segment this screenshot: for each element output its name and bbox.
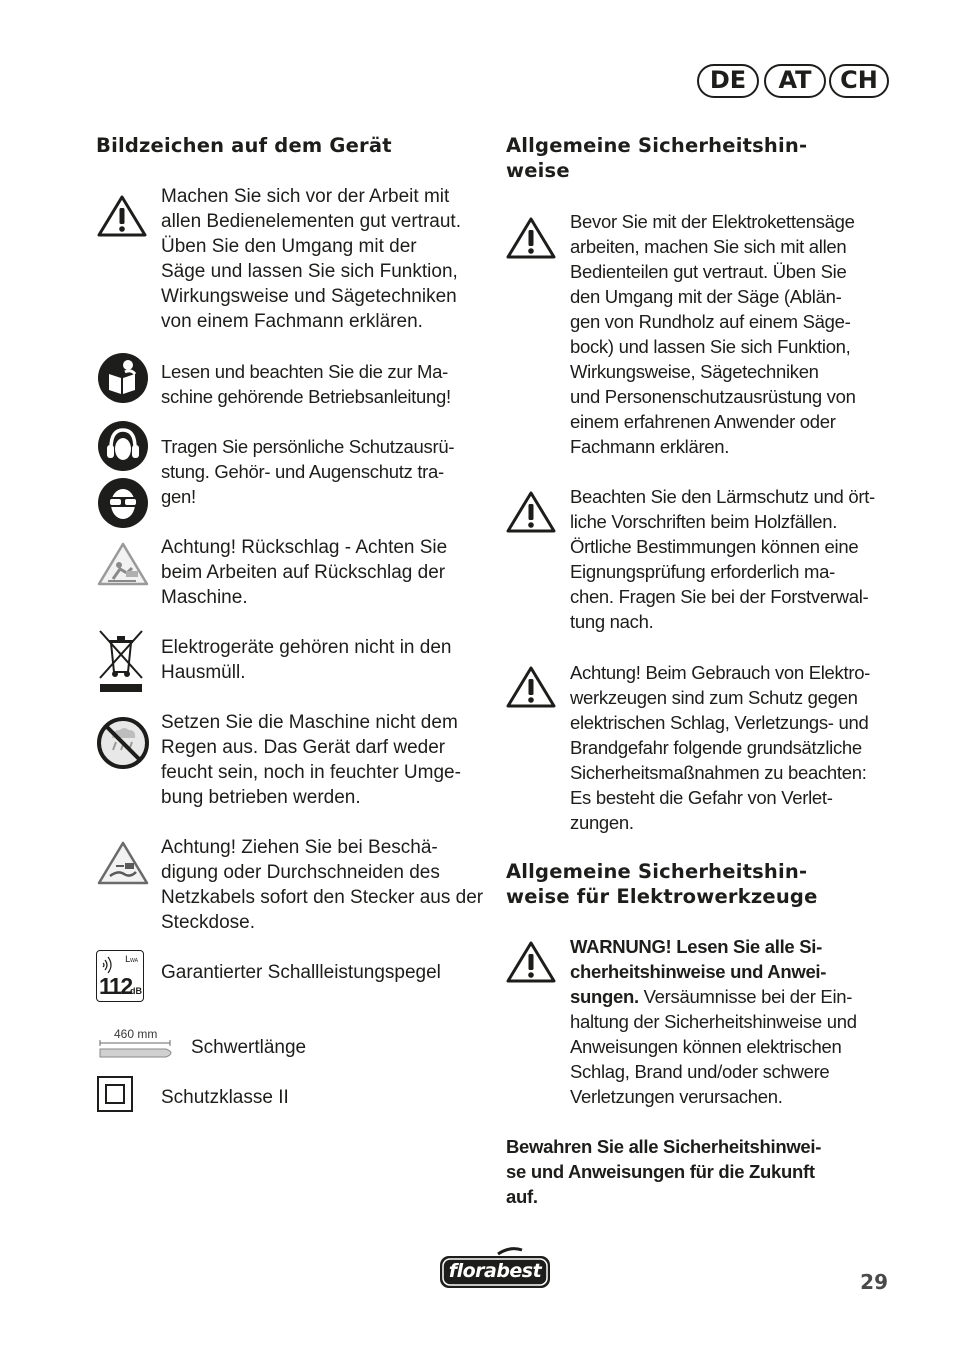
sound-wave-icon (100, 955, 116, 975)
right-block-2: Beachten Sie den Lärmschutz und ört- liche Vorschriften beim Holzfällen. Örtliche Bestimmungen können eine Eignungsprüfung erforderlich ma- chen. Fragen Sie bei der Forstverwal- tung nach. (570, 486, 875, 632)
warning-triangle-icon (505, 216, 557, 260)
lang-badge-de: DE (697, 64, 759, 98)
left-item-text-8: Garantierter Schallleistungspegel (161, 962, 441, 983)
left-item-text-9: Schwertlänge (191, 1037, 307, 1058)
kickback-warning-icon (96, 541, 150, 587)
sound-value: 112 (99, 973, 132, 999)
warning-triangle-icon (505, 490, 557, 534)
left-item-text-4: Achtung! Rückschlag - Achten Sie beim Arbeiten auf Rückschlag der Maschine. (161, 537, 448, 608)
left-item-text-3: Tragen Sie persönliche Schutzausrü- stung. Gehör- und Augenschutz tra- gen! (161, 436, 455, 507)
left-heading: Bildzeichen auf dem Gerät (96, 134, 392, 157)
lang-badge-ch: CH (829, 64, 889, 98)
right-warning-block: WARNUNG! Lesen Sie alle Si- cherheitshinweise und Anwei- sungen. Versäumnisse bei der Ein- haltung der Sicherheitshinweise und Anweisungen können elektrischen Schlag, Brand und/oder schwere Verletzungen verursachen. (570, 936, 857, 1107)
chainsaw-bar-icon (96, 1039, 180, 1061)
left-item-text-6: Setzen Sie die Maschine nicht dem Regen aus. Das Gerät darf weder feucht sein, noch in feuchter Umge- bung betrieben werden. (161, 712, 461, 808)
read-manual-icon (97, 352, 149, 404)
right-block-1: Bevor Sie mit der Elektrokettensäge arbeiten, machen Sie sich mit allen Bedienteilen gut vertraut. Üben Sie den Umgang mit der Säge (Ablän- gen von Rundholz auf einem Säge- bock) und lassen Sie sich Funktion, Wirkungsweise, Sägetechniken und Personenschutzausrüstung von einem erfahrenen Anwender oder Fachmann erklären. (570, 211, 856, 457)
lang-badge-at: AT (764, 64, 826, 98)
bar-length-label: 460 mm (114, 1027, 158, 1041)
right-keep-notice: Bewahren Sie alle Sicherheitshinwei- se und Anweisungen für die Zukunft auf. (506, 1136, 822, 1207)
eye-protection-icon (97, 477, 149, 529)
left-item-text-5: Elektrogeräte gehören nicht in den Hausmüll. (161, 637, 452, 683)
sound-unit: dB (130, 986, 142, 996)
brand-name: florabest (448, 1260, 542, 1282)
left-item-text-10: Schutzklasse II (161, 1087, 289, 1108)
right-heading-1: Allgemeine Sicherheitshin- weise (506, 134, 808, 182)
left-item-text-7: Achtung! Ziehen Sie bei Beschä- digung oder Durchschneiden des Netzkabels sofort den Stecker aus der Steckdose. (161, 837, 484, 933)
sound-power-icon (96, 950, 144, 1002)
bar-length-icon (96, 1027, 180, 1061)
left-item-text-1: Machen Sie sich vor der Arbeit mit allen Bedienelementen gut vertraut. Üben Sie den Umgang mit der Säge und lassen Sie sich Funktion, Wirkungsweise und Sägetechniken von einem Fachmann erklären. (161, 186, 461, 332)
protection-class-icon (97, 1076, 133, 1112)
left-item-text-2: Lesen und beachten Sie die zur Ma- schine gehörende Betriebsanleitung! (161, 361, 451, 407)
warning-triangle-icon (505, 940, 557, 984)
right-heading-2: Allgemeine Sicherheitshin- weise für Elektrowerkzeuge (506, 860, 818, 908)
cable-damage-warning-icon (96, 840, 150, 886)
page-number: 29 (860, 1270, 888, 1294)
sound-lwa-label: LWA (125, 955, 139, 965)
no-rain-icon (96, 716, 150, 770)
right-block-3: Achtung! Beim Gebrauch von Elektro- werkzeugen sind zum Schutz gegen elektrischen Schlag, Verletzungs- und Brandgefahr folgende grundsätzliche Sicherheitsmaßnahmen zu beachten: Es besteht die Gefahr von Verlet- zungen. (570, 662, 871, 833)
warning-triangle-icon (505, 665, 557, 709)
brand-logo (438, 1246, 552, 1290)
ear-protection-icon (97, 420, 149, 472)
warning-triangle-icon (96, 194, 148, 238)
crossed-bin-icon (96, 628, 146, 694)
